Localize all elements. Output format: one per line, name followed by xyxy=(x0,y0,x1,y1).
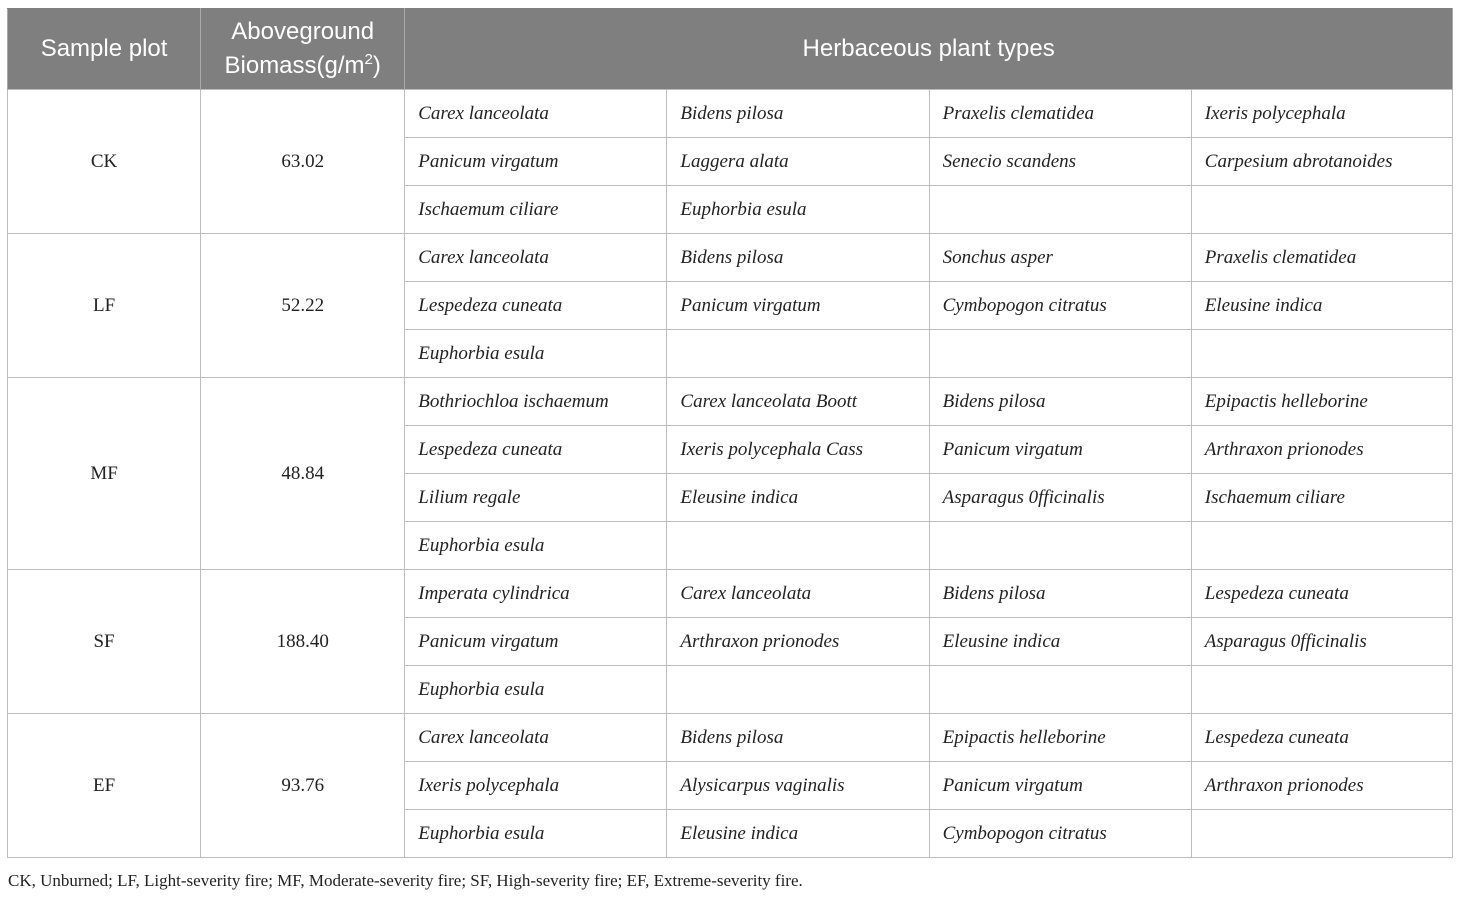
species-cell: Ixeris polycephala xyxy=(1191,90,1452,138)
species-cell: Eleusine indica xyxy=(929,618,1191,666)
species-cell: Laggera alata xyxy=(667,138,929,186)
species-cell: Ixeris polycephala xyxy=(405,762,667,810)
species-cell: Panicum virgatum xyxy=(667,282,929,330)
species-cell: Lespedeza cuneata xyxy=(405,426,667,474)
species-cell: Bidens pilosa xyxy=(929,378,1191,426)
species-cell xyxy=(1191,522,1452,570)
species-cell: Euphorbia esula xyxy=(405,666,667,714)
species-cell: Lespedeza cuneata xyxy=(1191,714,1452,762)
header-row xyxy=(8,9,1453,90)
species-cell: Asparagus 0fficinalis xyxy=(1191,618,1452,666)
table-body xyxy=(8,90,1453,858)
sample-plot-cell: EF xyxy=(8,714,201,858)
sample-plot-cell: CK xyxy=(8,90,201,234)
sample-plot-cell: LF xyxy=(8,234,201,378)
species-cell: Arthraxon prionodes xyxy=(667,618,929,666)
species-cell xyxy=(1191,666,1452,714)
sample-plot-cell: MF xyxy=(8,378,201,570)
species-cell xyxy=(667,666,929,714)
header-biomass-line2: Biomass(g/m xyxy=(224,52,365,79)
species-cell: Cymbopogon citratus xyxy=(929,282,1191,330)
species-cell: Asparagus 0fficinalis xyxy=(929,474,1191,522)
species-cell: Senecio scandens xyxy=(929,138,1191,186)
biomass-cell: 48.84 xyxy=(201,378,405,570)
species-cell xyxy=(929,666,1191,714)
species-cell: Panicum virgatum xyxy=(405,618,667,666)
species-cell xyxy=(1191,330,1452,378)
species-cell xyxy=(929,186,1191,234)
species-cell: Carex lanceolata xyxy=(405,90,667,138)
species-cell: Sonchus asper xyxy=(929,234,1191,282)
table-row xyxy=(8,570,1453,618)
table-row xyxy=(8,378,1453,426)
species-cell: Praxelis clematidea xyxy=(1191,234,1452,282)
table-header xyxy=(8,9,1453,90)
biomass-cell: 93.76 xyxy=(201,714,405,858)
table-row xyxy=(8,714,1453,762)
species-cell xyxy=(667,522,929,570)
species-cell: Bidens pilosa xyxy=(667,90,929,138)
species-cell: Euphorbia esula xyxy=(405,330,667,378)
species-cell: Panicum virgatum xyxy=(405,138,667,186)
table-footnote: CK, Unburned; LF, Light-severity fire; MF, Moderate-severity fire; SF, High-severity fire; EF, Extreme-severity fire. xyxy=(8,871,803,890)
biomass-cell: 63.02 xyxy=(201,90,405,234)
species-cell: Panicum virgatum xyxy=(929,426,1191,474)
species-cell: Lilium regale xyxy=(405,474,667,522)
species-cell: Arthraxon prionodes xyxy=(1191,762,1452,810)
species-cell: Panicum virgatum xyxy=(929,762,1191,810)
species-cell: Arthraxon prionodes xyxy=(1191,426,1452,474)
table-row xyxy=(8,234,1453,282)
species-cell: Eleusine indica xyxy=(667,474,929,522)
header-herbaceous-plant-types: Herbaceous plant types xyxy=(405,9,1453,90)
plant-types-table xyxy=(7,8,1453,858)
species-cell: Ixeris polycephala Cass xyxy=(667,426,929,474)
species-cell: Bidens pilosa xyxy=(667,714,929,762)
table-row xyxy=(8,90,1453,138)
species-cell: Bidens pilosa xyxy=(667,234,929,282)
header-sample-plot: Sample plot xyxy=(8,9,201,90)
species-cell: Carpesium abrotanoides xyxy=(1191,138,1452,186)
biomass-cell: 52.22 xyxy=(201,234,405,378)
species-cell: Epipactis helleborine xyxy=(929,714,1191,762)
species-cell: Imperata cylindrica xyxy=(405,570,667,618)
species-cell: Cymbopogon citratus xyxy=(929,810,1191,858)
species-cell: Carex lanceolata xyxy=(667,570,929,618)
biomass-cell: 188.40 xyxy=(201,570,405,714)
sample-plot-cell: SF xyxy=(8,570,201,714)
species-cell: Ischaemum ciliare xyxy=(405,186,667,234)
species-cell: Euphorbia esula xyxy=(405,522,667,570)
species-cell: Epipactis helleborine xyxy=(1191,378,1452,426)
species-cell: Lespedeza cuneata xyxy=(1191,570,1452,618)
species-cell: Carex lanceolata Boott xyxy=(667,378,929,426)
species-cell: Bidens pilosa xyxy=(929,570,1191,618)
species-cell: Bothriochloa ischaemum xyxy=(405,378,667,426)
species-cell xyxy=(929,330,1191,378)
header-biomass-close: ) xyxy=(372,52,381,79)
species-cell: Carex lanceolata xyxy=(405,714,667,762)
species-cell: Carex lanceolata xyxy=(405,234,667,282)
species-cell xyxy=(929,522,1191,570)
species-cell: Lespedeza cuneata xyxy=(405,282,667,330)
species-cell: Eleusine indica xyxy=(667,810,929,858)
species-cell xyxy=(667,330,929,378)
species-cell: Alysicarpus vaginalis xyxy=(667,762,929,810)
header-biomass-line1: Aboveground xyxy=(231,18,375,45)
header-aboveground-biomass xyxy=(201,9,405,90)
species-cell: Euphorbia esula xyxy=(667,186,929,234)
species-cell: Eleusine indica xyxy=(1191,282,1452,330)
species-cell: Praxelis clematidea xyxy=(929,90,1191,138)
species-cell: Euphorbia esula xyxy=(405,810,667,858)
species-cell xyxy=(1191,810,1452,858)
species-cell: Ischaemum ciliare xyxy=(1191,474,1452,522)
species-cell xyxy=(1191,186,1452,234)
header-biomass-superscript: 2 xyxy=(364,51,373,68)
